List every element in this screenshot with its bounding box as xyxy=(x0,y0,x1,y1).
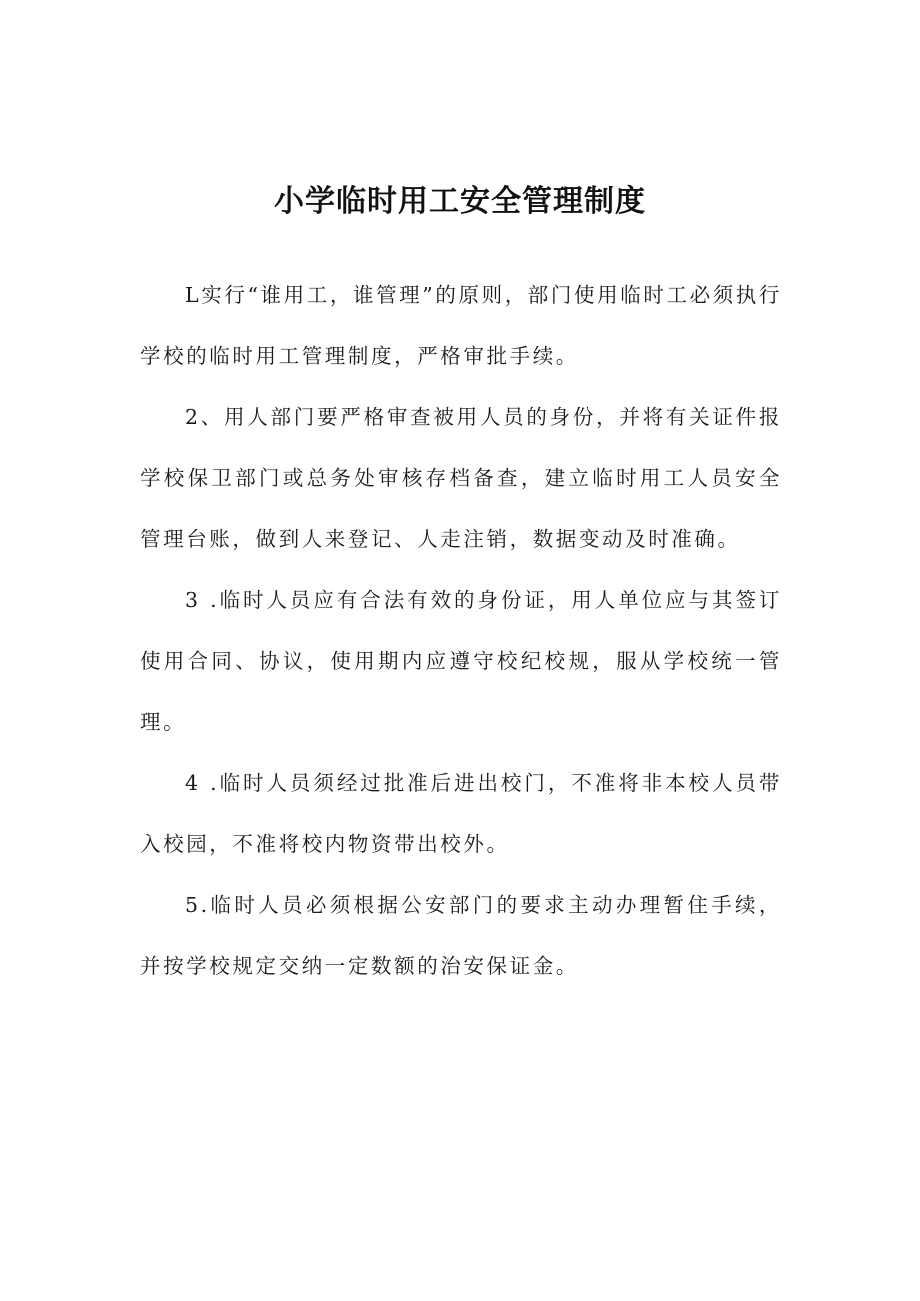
document-title: 小学临时用工安全管理制度 xyxy=(274,184,646,220)
paragraph-4: 4 .临时人员须经过批准后进出校门，不准将非本校人员带入校园，不准将校内物资带出校外。 xyxy=(140,771,782,856)
paragraph-3: 3 .临时人员应有合法有效的身份证，用人单位应与其签订使用合同、协议，使用期内应遵守校纪校规，服从学校统一管理。 xyxy=(140,588,782,734)
paragraph-2: 2、用人部门要严格审查被用人员的身份，并将有关证件报学校保卫部门或总务处审核存档备查，建立临时用工人员安全管理台账，做到人来登记、人走注销，数据变动及时准确。 xyxy=(140,405,782,551)
document-body xyxy=(140,265,782,997)
paragraph-1: L实行“谁用工，谁管理”的原则，部门使用临时工必须执行学校的临时用工管理制度，严格审批手续。 xyxy=(140,283,782,368)
paragraph-5: 5.临时人员必须根据公安部门的要求主动办理暂住手续，并按学校规定交纳一定数额的治安保证金。 xyxy=(140,893,782,978)
